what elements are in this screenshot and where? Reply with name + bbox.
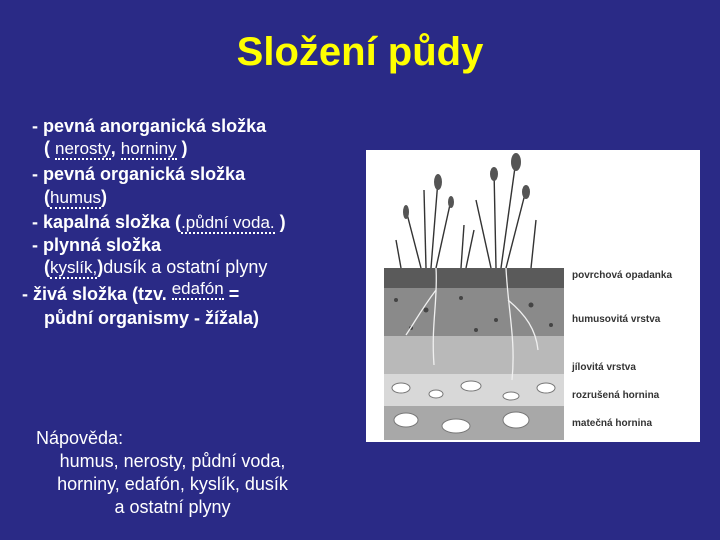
list-item-inorganic-examples: [44, 138, 188, 159]
list-item-living: [22, 279, 240, 305]
list-item-solid-organic: - pevná organická složka: [32, 164, 246, 184]
layer-label: jílovitá vrstva: [572, 362, 636, 373]
paren-close: ): [97, 257, 104, 277]
fill-in-pudni-voda: .půdní voda.: [181, 213, 275, 232]
layer-label: povrchová opadanka: [572, 270, 673, 281]
paren-open: (: [44, 138, 55, 158]
fill-in-kyslik: kyslík,: [50, 258, 98, 277]
liquid-label: - kapalná složka (: [32, 212, 182, 232]
hint-line: humus, nerosty, půdní voda,: [59, 451, 286, 471]
plants: [396, 160, 536, 268]
paren-close: ): [176, 138, 188, 158]
hint-line: horniny, edafón, kyslík, dusík: [57, 474, 288, 494]
layer-label: humusovitá vrstva: [572, 314, 661, 325]
paren-open: (: [44, 187, 50, 207]
plant-leaves: [403, 153, 530, 219]
layer-label: matečná hornina: [572, 418, 653, 429]
soil-profile-illustration: [366, 150, 700, 442]
fill-in-edafon: edafón: [171, 279, 224, 298]
list-item-organisms: půdní organismy - žížala): [44, 308, 260, 328]
soil-profile-figure: [366, 150, 700, 442]
fill-in-humus: humus: [50, 188, 102, 207]
hint-box: [20, 427, 325, 519]
layer-label: rozrušená hornina: [572, 390, 660, 401]
list-item-organic-examples: [44, 187, 107, 208]
paren-close: ): [274, 212, 286, 232]
gas-rest: dusík a ostatní plyny: [103, 257, 268, 277]
fill-in-nerosty: nerosty: [55, 139, 111, 158]
paren-open: (: [44, 257, 50, 277]
list-item-gas-examples: [44, 257, 267, 278]
equals: =: [223, 284, 240, 304]
fill-in-horniny: horniny: [120, 139, 177, 158]
hint-line: a ostatní plyny: [114, 497, 231, 517]
list-item-solid-inorganic: - pevná anorganická složka: [32, 116, 267, 136]
living-label: - živá složka (tzv.: [22, 284, 172, 304]
page-title: Složení půdy: [236, 30, 484, 74]
litter-layer-band: [384, 268, 564, 288]
hint-heading: Nápověda:: [36, 428, 124, 448]
list-item-liquid: [32, 212, 286, 233]
list-item-gas: - plynná složka: [32, 235, 162, 255]
paren-close: ): [101, 187, 108, 207]
separator: ,: [110, 138, 121, 158]
